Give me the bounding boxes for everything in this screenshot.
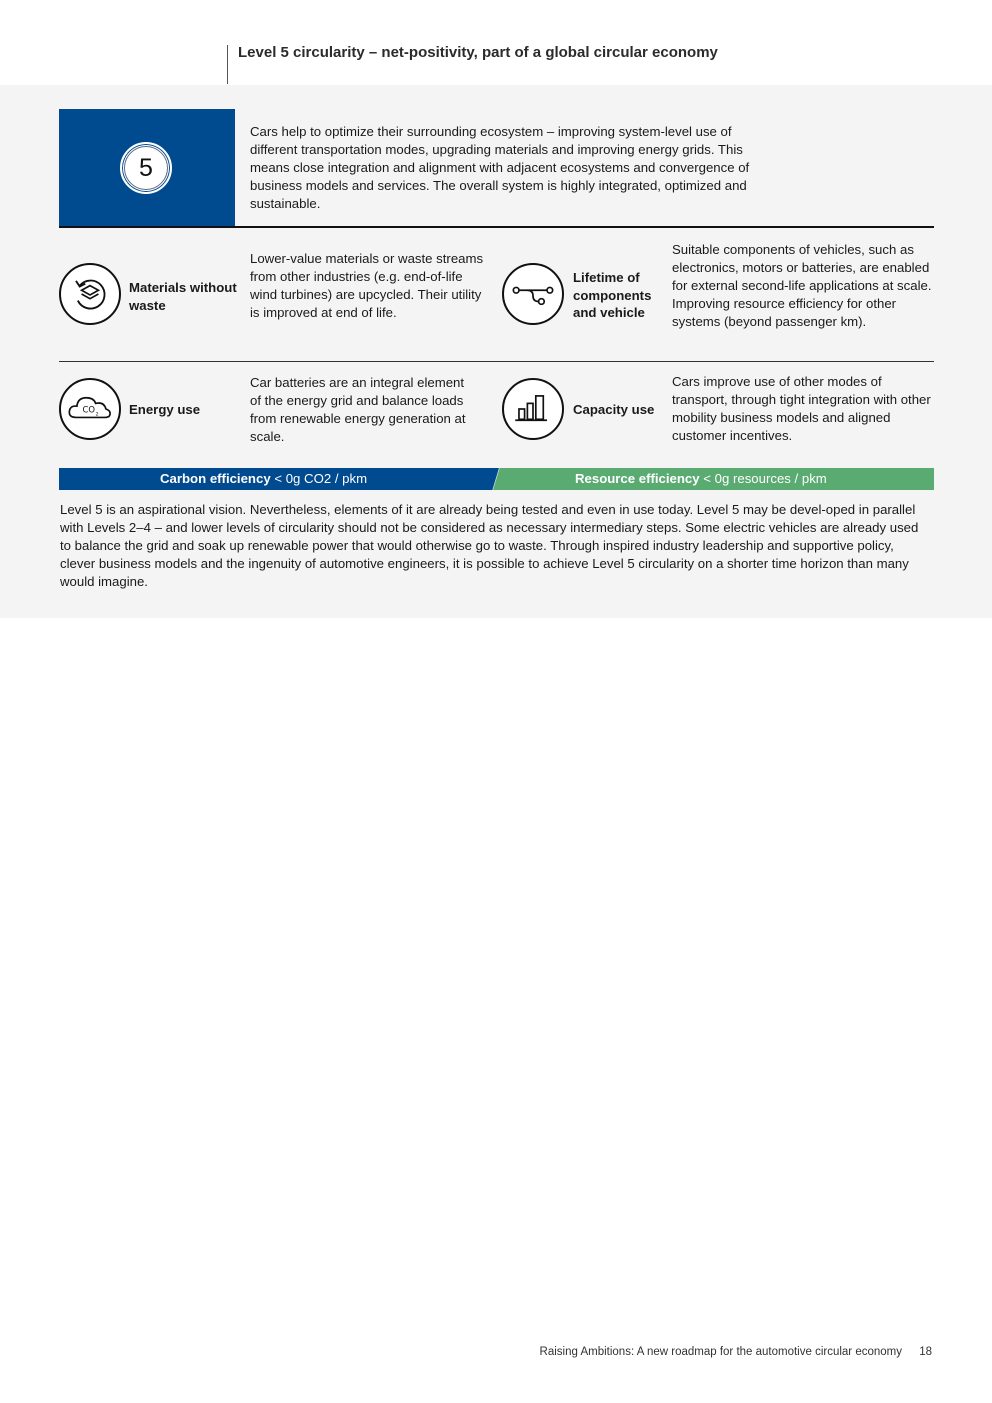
carbon-efficiency-text (160, 471, 367, 486)
resource-efficiency-label: Resource efficiency (575, 471, 700, 486)
footer-report-title: Raising Ambitions: (539, 1346, 635, 1358)
category-label-energy: Energy use (129, 402, 201, 417)
level-badge-box (59, 109, 235, 226)
category-label-lifetime: Lifetime of components and vehicle (573, 270, 652, 320)
page-number: 18 (919, 1346, 932, 1358)
category-description-energy: Car batteries are an integral element of the energy grid and balance loads from renewable energy generation at scale. (250, 375, 466, 444)
page-title: Level 5 circularity – net-positivity, part of a global circular economy (238, 44, 718, 61)
category-description-capacity: Cars improve use of other modes of transport, through tight integration with other mobility business models and aligned customer incentives. (672, 374, 931, 443)
branch-path-icon (502, 263, 564, 325)
carbon-efficiency-label: Carbon efficiency (160, 471, 271, 486)
svg-text:CO: CO (82, 404, 96, 415)
level-description: Cars help to optimize their surrounding ecosystem – improving system-level use of different transportation modes, upgrading materials and improving energy grids. This means close integration and alignment with adjacent ecosystems and convergence of business models and services. The overall system is highly integrated, optimized and sustainable. (250, 124, 750, 211)
category-description-materials: Lower-value materials or waste streams from other industries (e.g. end-of-life wind turbines) are upcycled. Their utility is improved at end of life. (250, 251, 484, 320)
recycle-layers-icon (59, 263, 121, 325)
resource-efficiency-value: < 0g resources / pkm (703, 471, 827, 486)
section-divider-thin (59, 361, 934, 362)
header-divider (227, 45, 228, 84)
category-label-materials: Materials without waste (129, 280, 237, 313)
efficiency-bar (59, 468, 934, 490)
carbon-efficiency-value: < 0g CO2 / pkm (274, 471, 368, 486)
category-label-capacity: Capacity use (573, 402, 655, 417)
page-footer (540, 1346, 932, 1358)
svg-text:2: 2 (95, 412, 99, 418)
category-description-lifetime: Suitable components of vehicles, such as electronics, motors or batteries, are enabled for external second-life applications at scale. Improving resource efficiency for other systems (beyond passenger km). (672, 242, 932, 329)
body-paragraph: Level 5 is an aspirational vision. Nevertheless, elements of it are already being tested and even in use today. Level 5 may be devel-oped in parallel with Levels 2–4 – and lower levels of circularity should not be considered as necessary intermediary steps. Some electric vehicles are already used to balance the grid and soak up renewable power that would otherwise go to waste. Through inspired industry leadership and supportive policy, clever business models and the ingenuity of automotive engineers, it is possible to achieve Level 5 circularity on a shorter time horizon than many would imagine. (60, 502, 919, 589)
bar-chart-icon (502, 378, 564, 440)
resource-efficiency-text (575, 471, 827, 486)
co2-cloud-icon (59, 378, 121, 440)
footer-subtitle: A new roadmap for the automotive circular economy (636, 1346, 902, 1358)
section-divider-thick (59, 226, 934, 228)
level-number-badge: 5 (120, 142, 172, 194)
